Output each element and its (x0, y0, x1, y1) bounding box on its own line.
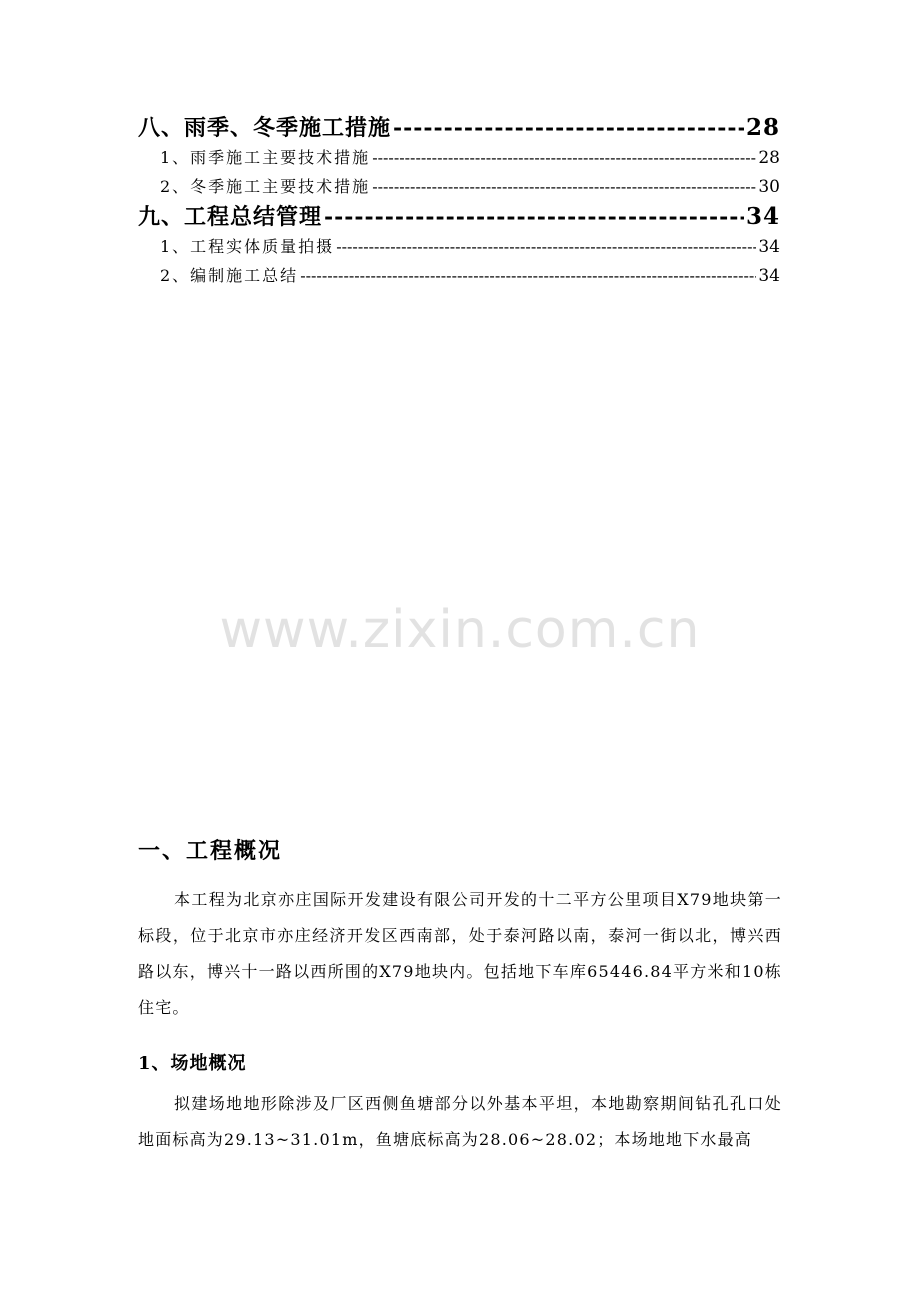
toc-entry-chapter-8[interactable] (138, 112, 780, 143)
toc-entry-chapter-9[interactable] (138, 201, 780, 232)
toc-entry-8-1[interactable] (138, 143, 780, 172)
table-of-contents (138, 112, 780, 290)
toc-entry-page: 34 (758, 237, 780, 257)
toc-leader-dashes (372, 172, 756, 201)
toc-entry-8-2[interactable] (138, 172, 780, 201)
toc-leader-dashes (393, 113, 744, 144)
toc-leader-dashes (372, 143, 756, 172)
toc-entry-label: 八、雨季、冬季施工措施 (138, 115, 392, 141)
toc-entry-label: 1、雨季施工主要技术措施 (160, 148, 371, 167)
toc-leader-dashes (324, 202, 744, 233)
toc-leader-dashes (336, 232, 756, 261)
toc-entry-page: 28 (745, 114, 780, 141)
toc-leader-dashes (300, 261, 756, 290)
toc-entry-label: 1、工程实体质量拍摄 (160, 237, 335, 256)
toc-entry-9-1[interactable] (138, 232, 780, 261)
toc-entry-page: 30 (758, 177, 780, 197)
section-paragraph: 本工程为北京亦庄国际开发建设有限公司开发的十二平方公里项目X79地块第一标段，位于北京市亦庄经济开发区西南部，处于泰河路以南，泰河一街以北，博兴西路以东，博兴十一路以西所围的X79地块内。包括地下车库65446.84平方米和10栋住宅。 (138, 890, 782, 1017)
toc-entry-page: 34 (758, 266, 780, 286)
toc-entry-page: 28 (758, 148, 780, 168)
toc-entry-label: 2、冬季施工主要技术措施 (160, 177, 371, 196)
section-title: 一、工程概况 (138, 838, 283, 864)
watermark: www.zixin.com.cn (219, 600, 701, 660)
subsection-title: 1、场地概况 (138, 1053, 247, 1074)
toc-entry-9-2[interactable] (138, 261, 780, 290)
subsection-paragraph: 拟建场地地形除涉及厂区西侧鱼塘部分以外基本平坦，本地勘察期间钻孔孔口处地面标高为29.13~31.01m，鱼塘底标高为28.06~28.02；本场地地下水最高 (138, 1094, 782, 1149)
toc-entry-label: 九、工程总结管理 (138, 204, 323, 230)
toc-entry-page: 34 (745, 203, 780, 230)
toc-entry-label: 2、编制施工总结 (160, 266, 299, 285)
